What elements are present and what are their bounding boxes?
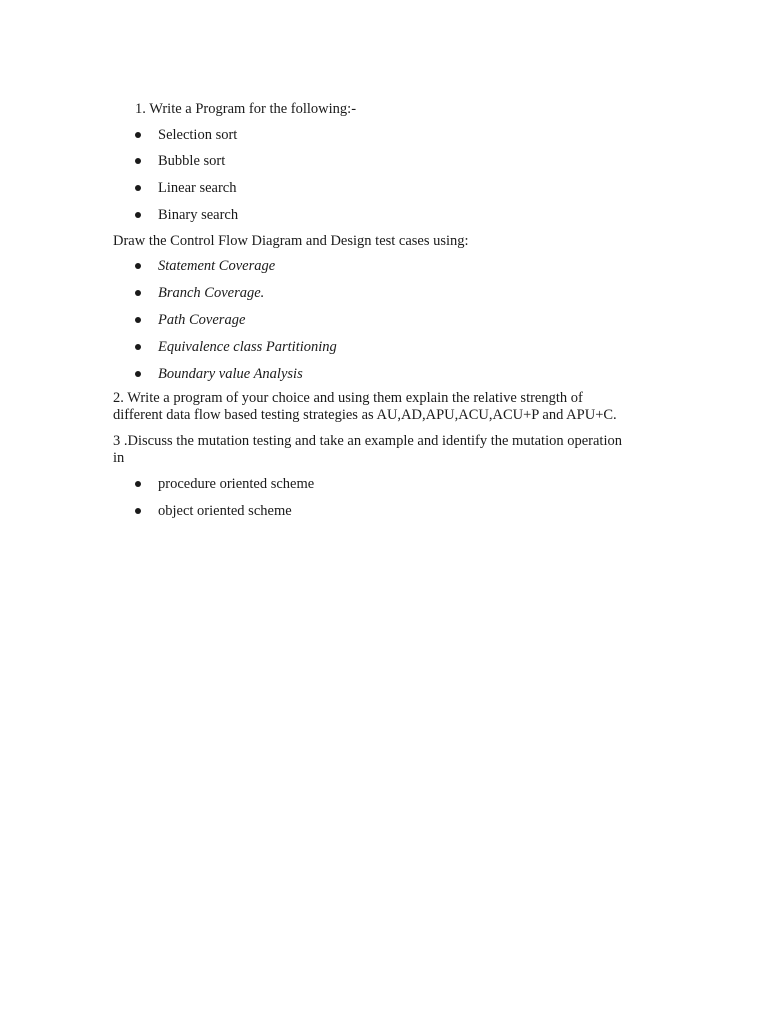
technique-label: Branch Coverage. <box>158 285 265 301</box>
technique-label: Boundary value Analysis <box>158 366 303 382</box>
bullet-icon <box>135 132 141 138</box>
technique-label: Equivalence class Partitioning <box>158 339 337 355</box>
program-label: Selection sort <box>158 127 238 143</box>
technique-label: Path Coverage <box>158 312 246 328</box>
bullet-icon <box>135 185 141 191</box>
scheme-label: object oriented scheme <box>158 503 292 519</box>
technique-label: Statement Coverage <box>158 258 276 274</box>
bullet-icon <box>135 508 141 514</box>
question-3-line-2: in <box>113 450 125 466</box>
program-label: Bubble sort <box>158 153 226 169</box>
bullet-icon <box>135 344 141 350</box>
bullet-icon <box>135 290 141 296</box>
question-1-heading: 1. Write a Program for the following:- <box>135 101 357 117</box>
bullet-icon <box>135 371 141 377</box>
bullet-icon <box>135 212 141 218</box>
question-2-line-2: different data flow based testing strategies as AU,AD,APU,ACU,ACU+P and APU+C. <box>113 407 617 423</box>
question-1-instruction: Draw the Control Flow Diagram and Design test cases using: <box>113 233 469 249</box>
question-3-line-1: 3 .Discuss the mutation testing and take an example and identify the mutation operation <box>113 433 622 449</box>
bullet-icon <box>135 263 141 269</box>
bullet-icon <box>135 481 141 487</box>
scheme-label: procedure oriented scheme <box>158 476 315 492</box>
program-label: Linear search <box>158 180 237 196</box>
question-2-line-1: 2. Write a program of your choice and using them explain the relative strength of <box>113 390 583 406</box>
program-label: Binary search <box>158 207 239 223</box>
bullet-icon <box>135 158 141 164</box>
bullet-icon <box>135 317 141 323</box>
